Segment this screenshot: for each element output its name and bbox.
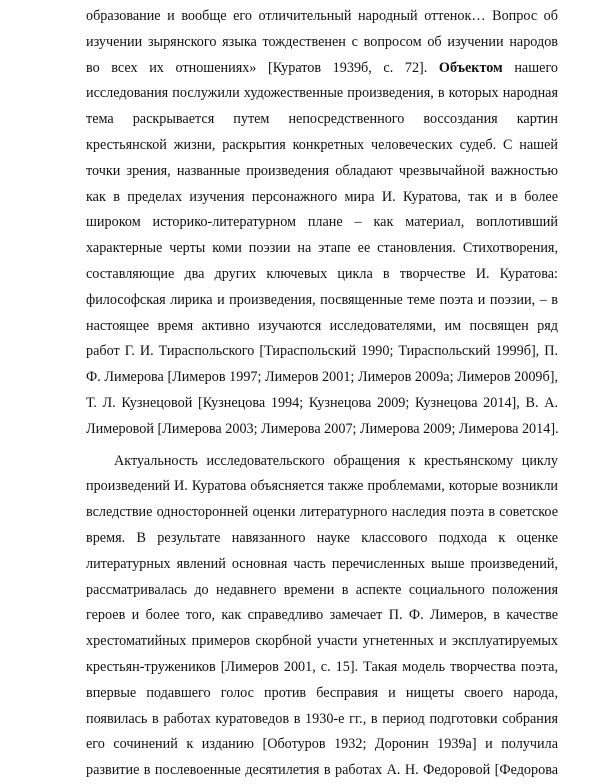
paragraph-1 bbox=[86, 4, 558, 443]
text-line: хрестоматийных примеров скорбной участи угнетенных и эксплуатируемых bbox=[86, 633, 558, 650]
text-line: развитие в послевоенные десятилетия в работах А. Н. Федоровой [Федорова bbox=[86, 762, 558, 779]
text-fragment: во всех их отношениях» [Куратов 1939б, с. 72]. bbox=[86, 59, 428, 76]
text-line: его сочинений к изданию [Оботуров 1932; Доронин 1939а] и получила bbox=[86, 736, 558, 753]
text-line: тема раскрывается путем непосредственного воссоздания картин bbox=[86, 111, 558, 128]
text-line: характерные черты коми поэзии на этапе ее становления. Стихотворения, bbox=[86, 240, 558, 257]
text-line: крестьян-тружеников [Лимеров 2001, с. 15]. Такая модель творчества поэта, bbox=[86, 658, 558, 675]
paragraph-2 bbox=[86, 449, 558, 784]
bold-term: Объектом bbox=[438, 59, 503, 76]
text-line: героев и более того, как справедливо замечает П. Ф. Лимеров, в качестве bbox=[86, 607, 558, 624]
text-line: исследования послужили художественные произведения, в которых народная bbox=[86, 85, 558, 102]
text-line: Т. Л. Кузнецовой [Кузнецова 1994; Кузнецова 2009; Кузнецова 2014], В. А. bbox=[86, 394, 558, 411]
text-line: работ Г. И. Тираспольского [Тираспольский 1990; Тираспольский 1999б], П. bbox=[86, 343, 558, 360]
text-line: время. В результате навязанного науке классового подхода к оценке bbox=[86, 529, 558, 546]
text-line: литературных явлений основная часть перечисленных выше произведений, bbox=[86, 555, 558, 572]
text-line: Ф. Лимерова [Лимеров 1997; Лимеров 2001; Лимеров 2009а; Лимеров 2009б], bbox=[86, 369, 558, 386]
text-line: Лимеровой [Лимерова 2003; Лимерова 2007; Лимерова 2009; Лимерова 2014]. bbox=[86, 420, 559, 437]
text-line: как в пределах изучения персонажного мира И. Куратова, так и в более bbox=[86, 188, 558, 205]
text-line: составляющие два других ключевых цикла в творчестве И. Куратова: bbox=[86, 265, 558, 282]
text-line: философская лирика и произведения, посвященные теме поэта и поэзии, – в bbox=[86, 291, 558, 308]
text-line: точки зрения, названные произведения обладают чрезвычайной важностью bbox=[86, 162, 558, 179]
text-line: Актуальность исследовательского обращения к крестьянскому циклу bbox=[114, 452, 558, 469]
text-fragment: нашего bbox=[514, 59, 558, 76]
text-line: крестьянской жизни, раскрытия конкретных человеческих судеб. С нашей bbox=[86, 136, 558, 153]
text-line: впервые подавшего голос против бесправия и нищеты своего народа, bbox=[86, 684, 558, 701]
text-line: вследствие односторонней оценки литературного наследия поэта в советское bbox=[86, 504, 558, 521]
text-line: произведений И. Куратова объясняется также проблемами, которые возникли bbox=[86, 478, 558, 495]
text-line: появилась в работах куратоведов в 1930-е гг., в период подготовки собрания bbox=[86, 710, 558, 727]
text-line bbox=[86, 56, 558, 82]
text-line: широком историко-литературном плане – как материал, воплотивший bbox=[86, 214, 558, 231]
text-line: изучении зырянского языка тождественен с вопросом об изучении народов bbox=[86, 33, 558, 50]
text-line: рассматривалась до недавнего времени в аспекте социального положения bbox=[86, 581, 558, 598]
text-line: настоящее время активно изучаются исследователями, им посвящен ряд bbox=[86, 317, 558, 334]
document-page bbox=[86, 4, 559, 779]
text-line: образование и вообще его отличительный народный оттенок… Вопрос об bbox=[86, 8, 558, 24]
